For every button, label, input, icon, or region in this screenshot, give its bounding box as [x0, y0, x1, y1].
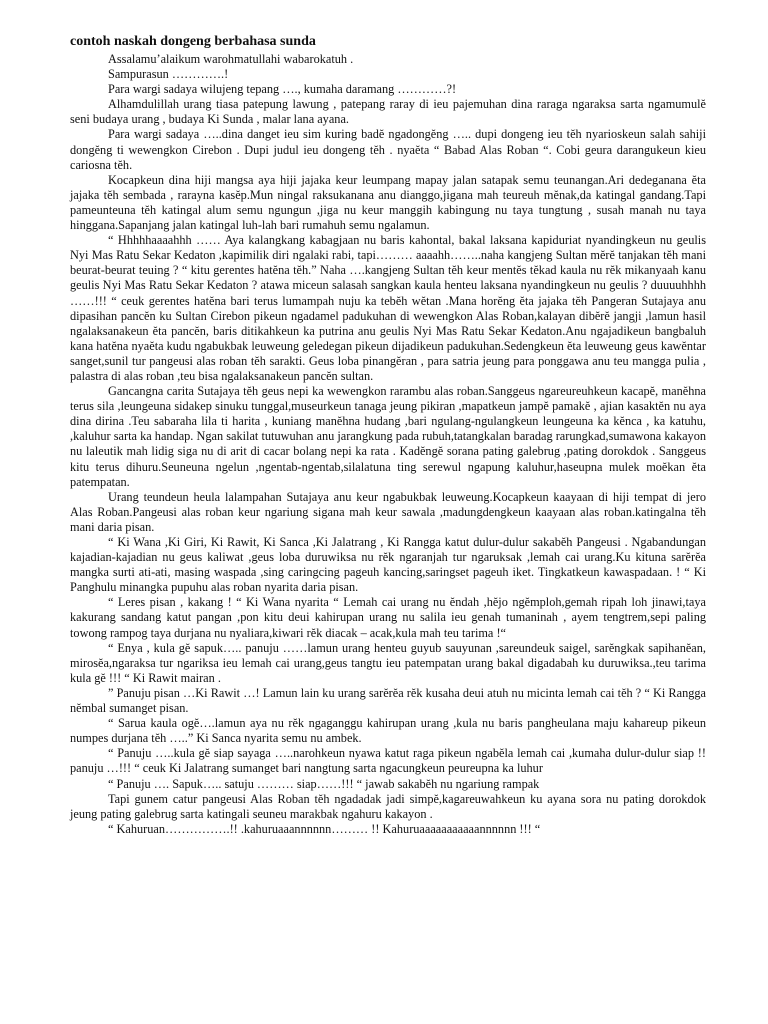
document-body: [70, 52, 706, 837]
paragraph-dialogue: “ Sarua kaula ogĕ….lamun aya nu rĕk ngaganggu kahirupan urang ,kula nu baris pangheulana maju kahareup pikeun numpes durjana tĕh …..” Ki Sanca nyarita semu nu ambek.: [70, 716, 706, 746]
paragraph-story: Urang teundeun heula lalampahan Sutajaya anu keur ngabukbak leuweung.Kocapkeun kaayaan di hiji tempat di jero Alas Roban.Pangeusi alas roban keur ngariung sigana mah keur sawala ,madungdengkeun kaayaan alas roban.katingalna tĕh mani daria pisan.: [70, 489, 706, 534]
document-title: contoh naskah dongeng berbahasa sunda: [70, 34, 316, 49]
paragraph-dialogue: ” Panuju pisan …Ki Rawit …! Lamun lain ku urang sarĕrĕa rĕk kusaha deui atuh nu micinta lemah cai tĕh ? “ Ki Rangga nĕmbal sumanget pisan.: [70, 685, 706, 716]
paragraph-sampurasun: Sampurasun ………….!: [108, 67, 229, 82]
paragraph-dialogue: “ Ki Wana ,Ki Giri, Ki Rawit, Ki Sanca ,Ki Jalatrang , Ki Rangga katut dulur-dulur sakabĕh Pangeusi . Ngabandungan kajadian-kajadian nu geus kaliwat ,geus loba duruwiksa nu rĕk ngaranjah tur ngaruksak ,lemah cai urang.Ku kituna sarĕrĕa mangka surti ati-ati, masing waspada ,sing caringcing pageuh kancing,saringset pageuh iket. Tingkatkeun kawaspadaan. ! “ Ki Panghulu minangka pupuhu alas roban nyarita daria pisan.: [70, 535, 706, 595]
paragraph-story: “ Hhhhhaaaahhh …… Aya kalangkang kabagjaan nu baris kahontal, bakal laksana kapiduriat nyandingkeun nu geulis Nyi Mas Ratu Sekar Kedaton ,kapimilik diri ngalaki rabi, tapi……… aaaahh……..naha kangjeng Sultan mĕrĕ tanjakan tĕh mani beurat-beurat teuing ? “ kitu gerentes hatĕna tĕh.” Naha ….kangjeng Sultan tĕh keur mentĕs tĕkad kaula nu rĕk mikanyaah kanu geulis Nyi Mas Ratu Sekar Kedaton ? atawa miceun salasah sangkan kaula henteu laksana nyandingkeun nu geulis ? duuuuhhhh ……!!! “ ceuk gerentes hatĕna bari terus lumampah nuju ka tebĕh wĕtan .Mana horĕng ĕta jajaka tĕh Pangeran Sutajaya anu dipasihan pancĕn ku Sultan Cirebon pikeun ngadamel padukuhan di wewengkon Alas Roban,kalayan dibĕrĕ jangji ,lamun hasil ngalaksanakeun ĕta pancĕn, baris ditikahkeun ka putrina anu geulis Nyi Mas Ratu Sekar Kedaton.Anu ngajadikeun bangbaluh kana hatĕna nyaĕta kudu ngabukbak leuweung geledegan pikeun dijadikeun padukuhan.Sedengkeun ĕta leuweung geus kawĕntar sanget,sunil tur pangeusi alas roban tĕh sarakti. Geus loba pinangĕran , para satria jeung para ponggawa anu teu mangga pulia , palastra di alas roban ,teu bisa ngalaksanakeun pancĕn sultan.: [70, 233, 706, 383]
paragraph-story: Gancangna carita Sutajaya tĕh geus nepi ka wewengkon rarambu alas roban.Sanggeus ngareureuhkeun kacapĕ, manĕhna terus sila ,leungeuna sidakep sinuku tunggal,museurkeun tanaga jeung pikiran ,mapatkeun jampĕ pamakĕ , ajian kasaktĕn nu aya dina dirina .Teu sabaraha lila ti harita , kuniang manĕhna hudang ,bari ngulang-ngulangkeun leungeuna ka kĕnca , ka katuhu, ,kaluhur sarta ka handap. Ngan sakilat tutuwuhan anu jarangkung pada rubuh,tatangkalan baradag rarungkad,sumawona kakayon nu laleutik mah lidig siga nu di arit di cacar bolang nepi ka rata . Kadĕngĕ sorana pating galebrug ,pating dorokdok . Sanggeus kitu terus dihuru.Seuneuna ngelun ,ngentab-ngentab,silalatuna ting serewul ngapung kaluhur,haseupna mulek moĕkan ĕta patempatan.: [70, 384, 706, 489]
paragraph-dialogue: “ Enya , kula gĕ sapuk….. panuju ……lamun urang henteu guyub sauyunan ,sareundeuk saigel, sarĕngkak sapihanĕan, mirosĕa,ngaraksa tur ngariksa ieu lemah cai urang,geus tangtu ieu patempatan urang bakal digadabah ku duruwiksa.,teu tarima kula gĕ !!! “ Ki Rawit mairan .: [70, 640, 706, 685]
paragraph-dialogue: “ Leres pisan , kakang ! “ Ki Wana nyarita “ Lemah cai urang nu ĕndah ,hĕjo ngĕmploh,gemah ripah loh jinawi,taya kakurang sandang katut pangan ,pon kitu deui kahirupan urang nu salila ieu genah tumaninah , ayem tengtrem,sepi paling towong rampog taya durjana nu nyaliara,kiwari rĕk diacak – acak,kula mah teu tarima !“: [70, 595, 706, 640]
paragraph-gratitude: Alhamdulillah urang tiasa patepung lawung , patepang raray di ieu pajemuhan dina raraga ngaraksa sarta ngamumulĕ seni budaya urang , budaya Ki Sunda , malar lana ayana.: [70, 97, 706, 127]
paragraph-introduction: Para wargi sadaya …..dina danget ieu sim kuring badĕ ngadongĕng ….. dupi dongeng ieu tĕh nyarioskeun salah sahiji dongĕng ti wewengkon Cirebon . Dupi judul ieu dongeng tĕh . nyaĕta “ Babad Alas Roban “. Cobi geura darangukeun kieu cariosna tĕh.: [70, 127, 706, 172]
paragraph-welcome: Para wargi sadaya wilujeng tepang …., kumaha daramang …………?!: [108, 82, 457, 97]
paragraph-greeting: Assalamu’alaikum warohmatullahi wabarokatuh .: [108, 52, 354, 66]
paragraph-dialogue: “ Panuju …. Sapuk….. satuju ……… siap……!!! “ jawab sakabĕh nu ngariung rampak: [108, 776, 540, 791]
paragraph-dialogue: “ Panuju …..kula gĕ siap sayaga …..narohkeun nyawa katut raga pikeun ngabĕla lemah cai ,kumaha dulur-dulur siap !! panuju …!!! “ ceuk Ki Jalatrang sumanget bari nangtung sarta ngacungkeun peureupna ka luhur: [70, 746, 706, 776]
paragraph-story: Tapi gunem catur pangeusi Alas Roban tĕh ngadadak jadi simpĕ,kagareuwahkeun ku ayana sora nu pating dorokdok jeung pating galebrug sarta katingali seuneu marakbak ngahuru kakayon .: [70, 791, 706, 821]
paragraph-story: Kocapkeun dina hiji mangsa aya hiji jajaka keur leumpang mapay jalan satapak semu teunangan.Ari dedeganana ĕta jajaka tĕh sembada , rarayna kasĕp.Mun ningal raksukanana anu dianggo,jigana mah teureuh mĕnak,da katingal gandang.Tapi pameunteuna tĕh katingal alum semu ngungun ,jiga nu keur manggih kabingung nu taya tungtung , susah manah nu taya hinggana.Sapanjang jalan katingal luh-lah bari rumahuh semu ngalamun.: [70, 172, 706, 233]
paragraph-dialogue: “ Kahuruan…………….!! .kahuruaaannnnnn……… !! Kahuruaaaaaaaaaaannnnnn !!! “: [108, 821, 541, 836]
